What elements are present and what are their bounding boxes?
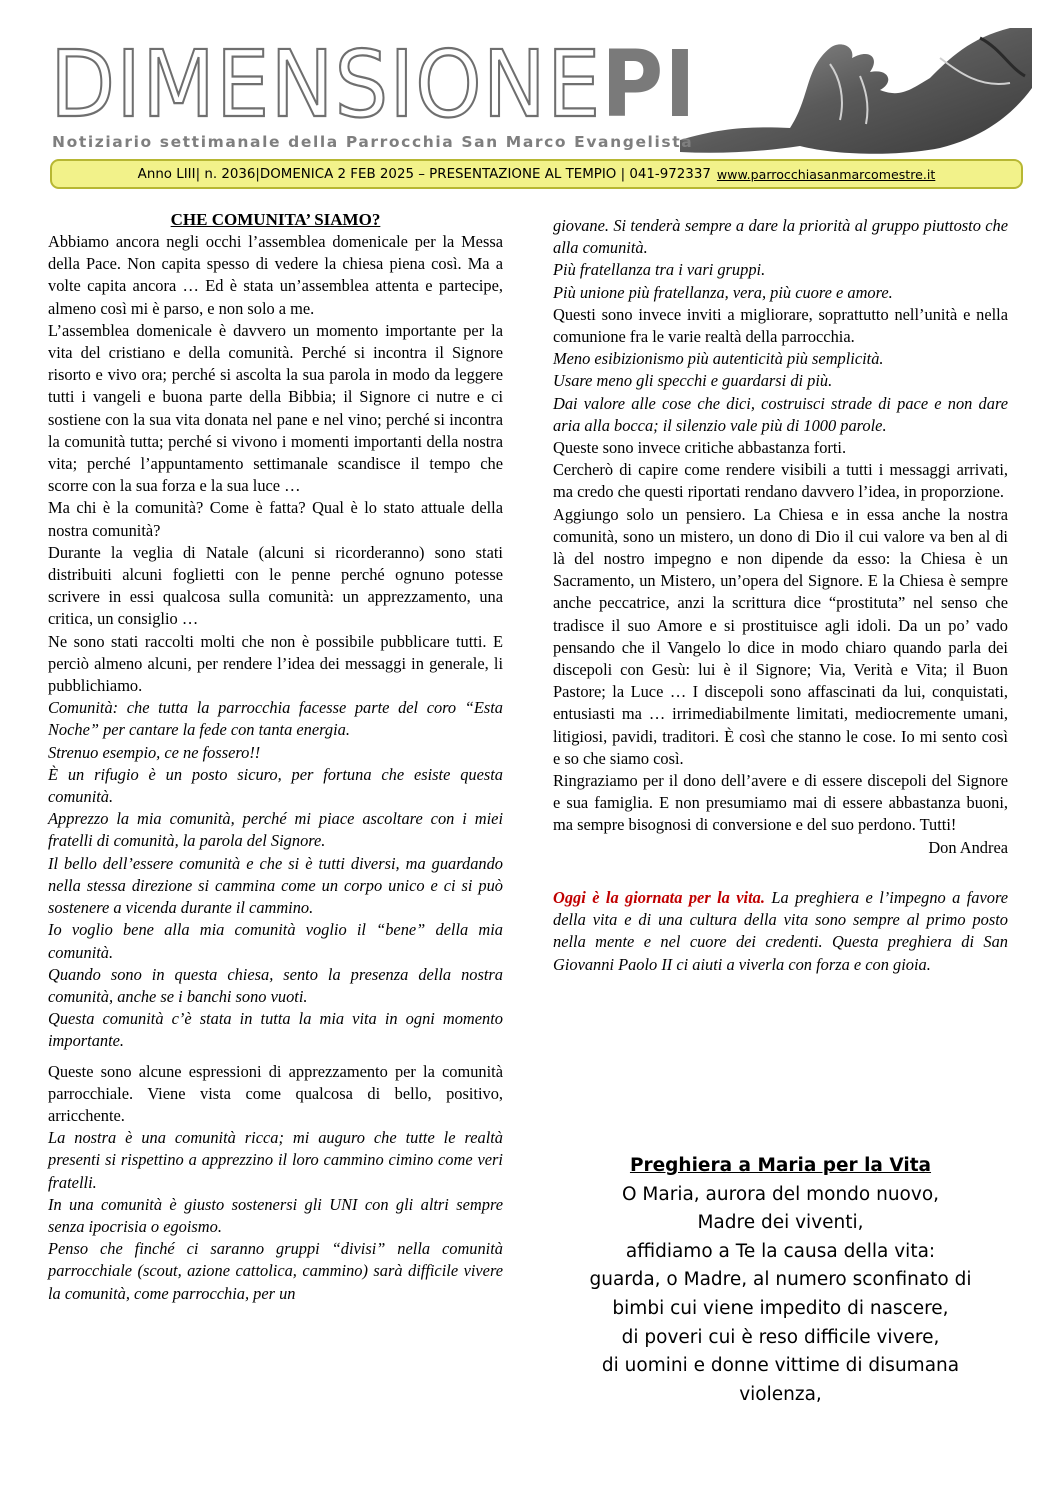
article-paragraph: Quando sono in questa chiesa, sento la presenza della nostra comunità, anche se i banchi sono vuoti.: [48, 964, 503, 1006]
life-day-text: La preghiera e l’impegno a favore della vita e di una cultura della vita sono sempre al primo posto nella mente e nel cuore dei credenti. Questa preghiera di San Giovanni Paolo II ci aiuti a viverla con forza e con gioia.: [553, 887, 1008, 974]
prayer-line: O Maria, aurora del mondo nuovo,: [621, 1183, 940, 1205]
article-paragraph: Ne sono stati raccolti molti che non è possibile pubblicare tutti. E perciò almeno alcuni, per rendere l’idea dei messaggi in generale, li pubblichiamo.: [48, 631, 503, 696]
prayer-line: violenza,: [739, 1383, 822, 1405]
article-paragraph: Durante la veglia di Natale (alcuni si ricorderanno) sono stati distribuiti alcuni foglietti con le penne perché ognuno potesse scrivere in essi qualcosa sulla comunità: un apprezzamento, una critica, un consiglio …: [48, 542, 503, 629]
article-paragraph: Abbiamo ancora negli occhi l’assemblea domenicale per la Messa della Pace. Non capita spesso di vedere la chiesa piena così. Ma a volte capita ancora … Ed è stata un’assemblea attenta e partecipe, almeno così mi è parso, e non solo a me.: [48, 232, 503, 318]
article-paragraph: Questi sono invece inviti a migliorare, soprattutto nell’unità e nella comunione fra le varie realtà della parrocchia.: [553, 304, 1008, 347]
prayer-line: bimbi cui viene impedito di nascere,: [612, 1297, 949, 1319]
masthead-logo: [50, 31, 697, 138]
article-paragraph: Cercherò di capire come rendere visibili a tutti i messaggi arrivati, ma credo che questi riportati rendano davvero l’idea, in proporzione.: [553, 460, 1008, 502]
article-paragraph: La nostra è una comunità ricca; mi auguro che tutte le realtà presenti si rispettino a apprezzino il loro cammino cimino come veri fratelli.: [48, 1128, 503, 1192]
article-left-column: [48, 209, 503, 1305]
article-title: CHE COMUNITA’ SIAMO?: [170, 210, 381, 229]
article-paragraph: L’assemblea domenicale è davvero un momento importante per la vita del cristiano e della comunità. Perché si incontra il Signore risorto e vivo ora; perché si ascolta la sua parola in modo da leggere tutti i vangeli e buona parte della Bibbia; il Signore ci nutre e ci sostiene con la sua vita donata nel pane e nel vino; perché si incontra la comunità tutta; perché si vivono i momenti importanti della nostra vita; perché l’appuntamento settimanale scandisce il tempo che scorre con la sua forza e la sua luce …: [48, 320, 503, 496]
prayer-title: Preghiera a Maria per la Vita: [629, 1155, 932, 1176]
prayer-line: Madre dei viventi,: [697, 1212, 864, 1234]
article-right-column: [553, 215, 1008, 976]
issue-info: Anno LIII| n. 2036|DOMENICA 2 FEB 2025 – PRESENTAZIONE AL TEMPIO | 041-972337: [137, 166, 711, 182]
article-paragraph: Usare meno gli specchi e guardarsi di più.: [553, 371, 833, 391]
article-paragraph: Strenuo esempio, ce ne fossero!!: [48, 742, 261, 762]
article-paragraph: Questa comunità c’è stata in tutta la mia vita in ogni momento importante.: [48, 1009, 503, 1051]
article-paragraph: giovane. Si tenderà sempre a dare la priorità al gruppo piuttosto che alla comunità.: [553, 216, 1008, 258]
article-paragraph: Dai valore alle cose che dici, costruisci strade di pace e non dare aria alla bocca; il silenzio vale più di 1000 parole.: [553, 393, 1008, 435]
article-paragraph: Queste sono alcune espressioni di apprezzamento per la comunità parrocchiale. Viene vista come qualcosa di bello, positivo, arricchente.: [48, 1061, 503, 1125]
article-paragraph: Comunità: che tutta la parrocchia facesse parte del coro “Esta Noche” per cantare la fede con tanta energia.: [48, 698, 503, 740]
article-paragraph: Aggiungo solo un pensiero. La Chiesa e in essa anche la nostra comunità, sono un mistero, un dono di Dio il cui valore va ben al di là del nostro impegno e non dipende da esso: la Chiesa è un Sacramento, un Mistero, un’opera del Signore. E la Chiesa è sempre anche peccatrice, anzi la scrittura dice “prostituta” nel senso che tradisce il suo Amore e si prostituisce agli idoli. Da un po’ vado pensando che il Vangelo lo dice in modo chiaro quando parla dei discepoli con Gesù: lui è il Signore; Via, Verità e Vita; il Buon Pastore; la Luce … I discepoli sono affascinati da lui, conquistati, entusiasti ma … irrimediabilmente limitati, mediocremente umani, litigiosi, pavidi, traditori. È così che stanno le cose. Io mi sento così e so che siamo così.: [553, 504, 1008, 768]
article-paragraph: Io voglio bene alla mia comunità voglio il “bene” della mia comunità.: [48, 920, 503, 962]
article-paragraph: Queste sono invece critiche abbastanza forti.: [553, 438, 847, 458]
prayer-line: di uomini e donne vittime di disumana: [601, 1355, 960, 1377]
article-paragraph: È un rifugio è un posto sicuro, per fortuna che esiste questa comunità.: [48, 764, 503, 807]
article-paragraph: Meno esibizionismo più autenticità più semplicità.: [553, 349, 884, 369]
prayer-block: [553, 1152, 1008, 1409]
prayer-line: di poveri cui è reso difficile vivere,: [621, 1326, 940, 1348]
article-paragraph: Penso che finché ci saranno gruppi “divisi” nella comunità parrocchiale (scout, azione cattolica, cammino) sarà difficile vivere la comunità, come parrocchia, per un: [48, 1239, 503, 1303]
prayer-line: guarda, o Madre, al numero sconfinato di: [589, 1269, 972, 1291]
prayer-line: affidiamo a Te la causa della vita:: [625, 1240, 936, 1262]
article-signature: Don Andrea: [928, 837, 1008, 857]
sculpture-image: [680, 28, 1032, 158]
logo-main: DIMENSIONE: [50, 31, 602, 138]
article-paragraph: Il bello dell’essere comunità e che si è tutti diversi, ma guardando nella stessa direzione si cammina come un corpo unico e ci si può sostenere a vicenda durante il cammino.: [48, 853, 503, 918]
life-day-note: [553, 887, 1008, 976]
life-day-lead: Oggi è la giornata per la vita.: [553, 887, 765, 907]
article-paragraph: Più unione più fratellanza, vera, più cuore e amore.: [553, 282, 893, 302]
logo-accent: PI: [601, 31, 697, 138]
article-paragraph: Ringraziamo per il dono dell’avere e di essere discepoli del Signore e sua famiglia. E non presumiamo mai di essere abbastanza buoni, ma sempre bisognosi di conversione e del suo perdono. Tutti!: [553, 771, 1008, 835]
article-paragraph: Più fratellanza tra i vari gruppi.: [553, 260, 766, 280]
article-paragraph: Ma chi è la comunità? Come è fatta? Qual è lo stato attuale della nostra comunità?: [48, 498, 503, 540]
issue-info-bar: [50, 159, 1023, 189]
website-link[interactable]: www.parrocchiasanmarcomestre.it: [716, 166, 936, 182]
article-paragraph: Apprezzo la mia comunità, perché mi piace ascoltare con i miei fratelli di comunità, la parola del Signore.: [48, 809, 503, 851]
article-paragraph: In una comunità è giusto sostenersi gli UNI con gli altri sempre senza ipocrisia o egoismo.: [48, 1194, 503, 1236]
newsletter-subtitle: Notiziario settimanale della Parrocchia San Marco Evangelista: [52, 133, 694, 151]
